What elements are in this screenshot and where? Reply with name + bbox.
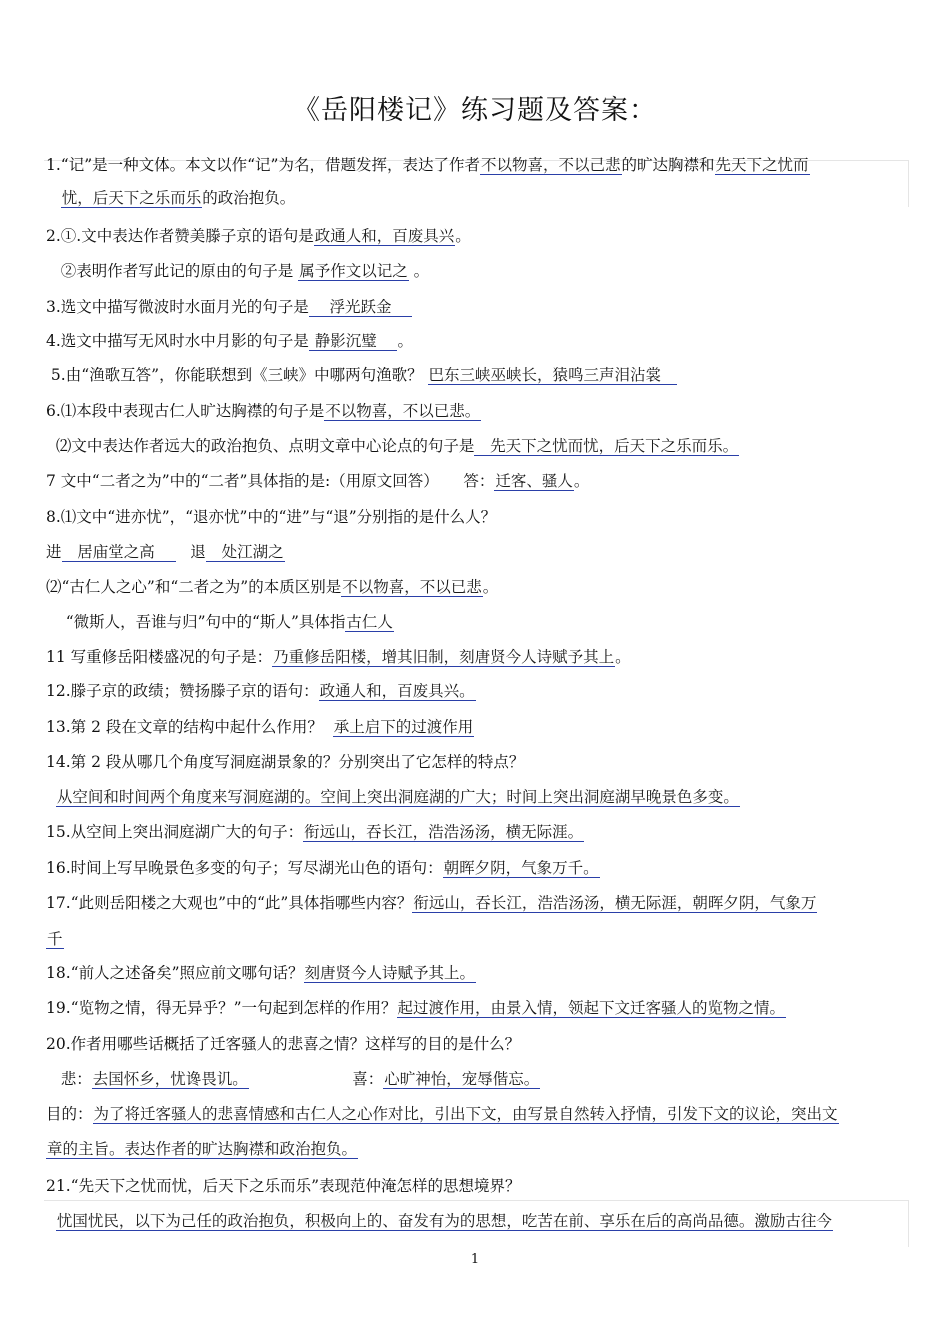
question-text: 12.滕子京的政绩；赞扬滕子京的语句： bbox=[46, 682, 319, 700]
question-line bbox=[46, 364, 906, 386]
answer-text: 千 bbox=[47, 930, 63, 948]
question-line bbox=[46, 892, 906, 914]
answer-text: 刻唐贤今人诗赋予其上。 bbox=[304, 964, 476, 982]
question-text: 17.“此则岳阳楼之大观也”中的“此”具体指哪些内容？ bbox=[46, 894, 413, 912]
answer-text: 起过渡作用，由景入情，领起下文迁客骚人的览物之情。 bbox=[397, 999, 786, 1017]
answer-text: 浮光跃金 bbox=[309, 298, 412, 316]
question-text: 7 文中“二者之为”中的“二者”具体指的是:（用原文回答） 答： bbox=[46, 472, 495, 490]
question-line bbox=[46, 821, 906, 843]
question-text: 6.⑴本段中表现古仁人旷达胸襟的句子是 bbox=[46, 402, 325, 420]
question-text: 。 bbox=[455, 227, 471, 245]
question-line bbox=[46, 1138, 906, 1160]
answer-text: 朝晖夕阴，气象万千。 bbox=[443, 859, 599, 877]
question-line bbox=[46, 260, 906, 282]
question-line bbox=[46, 1210, 906, 1232]
answer-text: 忧国忧民，以下为己任的政治抱负，积极向上的、奋发有为的思想，吃苦在前、享乐在后的高尚品德。激励古往今 bbox=[56, 1212, 832, 1230]
question-line bbox=[46, 1103, 906, 1125]
question-line bbox=[46, 997, 906, 1019]
question-line bbox=[46, 400, 906, 422]
answer-text: 忧，后天下之乐而乐 bbox=[61, 189, 202, 207]
question-line bbox=[46, 470, 906, 492]
question-text: 的旷达胸襟和 bbox=[621, 156, 715, 174]
question-text: 5.由“渔歌互答”，你能联想到《三峡》中哪两句渔歌？ bbox=[46, 366, 428, 384]
question-line bbox=[46, 1175, 906, 1197]
question-text: 。 bbox=[573, 472, 590, 490]
question-text: ⑵“古仁人之心”和“二者之为”的本质区别是 bbox=[46, 578, 342, 596]
question-line bbox=[46, 928, 906, 950]
question-text: 。 bbox=[482, 578, 499, 596]
answer-text: 迁客、骚人 bbox=[495, 472, 573, 490]
question-line bbox=[46, 576, 906, 598]
answer-text: 巴东三峡巫峡长，猿鸣三声泪沾裳 bbox=[428, 366, 676, 384]
question-line bbox=[46, 506, 906, 528]
answer-text: 属予作文以记之 bbox=[299, 262, 408, 280]
answer-text: 不以物喜，不以已悲 bbox=[342, 578, 482, 596]
answer-text: 静影沉璧 bbox=[309, 332, 397, 350]
question-text: 21.“先天下之忧而忧，后天下之乐而乐”表现范仲淹怎样的思想境界？ bbox=[46, 1177, 521, 1195]
answer-text: 心旷神怡，宠辱偕忘。 bbox=[384, 1070, 540, 1088]
question-text: 11 写重修岳阳楼盛况的句子是： bbox=[46, 648, 273, 666]
question-text: 1.“记”是一种文体。本文以作“记”为名，借题发挥，表达了作者 bbox=[46, 156, 480, 174]
question-text: 16.时间上写早晚景色多变的句子；写尽湖光山色的语句： bbox=[46, 859, 443, 877]
question-line bbox=[46, 541, 906, 563]
question-text: 目的： bbox=[46, 1105, 93, 1123]
answer-text: 先天下之忧而忧，后天下之乐而乐。 bbox=[475, 437, 739, 455]
question-line bbox=[46, 646, 906, 668]
question-text: 14.第 2 段从哪几个角度写洞庭湖景象的？分别突出了它怎样的特点？ bbox=[46, 753, 525, 771]
answer-text: 乃重修岳阳楼，增其旧制，刻唐贤今人诗赋予其上 bbox=[273, 648, 615, 666]
question-line bbox=[46, 680, 906, 702]
question-text: 退 bbox=[175, 543, 206, 561]
question-line bbox=[46, 154, 906, 176]
answer-text: 政通人和，百废具兴 bbox=[314, 227, 455, 245]
question-line bbox=[46, 962, 906, 984]
question-text: 。 bbox=[397, 332, 413, 350]
answer-text: 衔远山，吞长江，浩浩汤汤，横无际涯，朝晖夕阴，气象万 bbox=[413, 894, 817, 912]
answer-text: 处江湖之 bbox=[206, 543, 284, 561]
question-text: 18.“前人之述备矣”照应前文哪句话？ bbox=[46, 964, 304, 982]
question-text: 3.选文中描写微波时水面月光的句子是 bbox=[46, 298, 309, 316]
question-line bbox=[46, 296, 906, 318]
page-number: 1 bbox=[470, 1252, 480, 1267]
question-line bbox=[46, 786, 906, 808]
question-text: 20.作者用哪些话概括了迁客骚人的悲喜之情？这样写的目的是什么？ bbox=[46, 1035, 521, 1053]
question-text: “微斯人，吾谁与归”句中的“斯人”具体指 bbox=[46, 613, 346, 631]
answer-text: 不以物喜，不以己悲 bbox=[481, 156, 621, 174]
question-text: 15.从空间上突出洞庭湖广大的句子： bbox=[46, 823, 304, 841]
answer-text: 先天下之忧而 bbox=[715, 156, 809, 174]
question-text: 13.第 2 段在文章的结构中起什么作用？ bbox=[46, 718, 333, 736]
answer-text: 不以物喜，不以已悲。 bbox=[325, 402, 481, 420]
answer-text: 章的主旨。表达作者的旷达胸襟和政治抱负。 bbox=[47, 1140, 358, 1158]
page-title: 《岳阳楼记》练习题及答案： bbox=[293, 95, 657, 126]
question-line bbox=[46, 1033, 906, 1055]
question-text: 。 bbox=[408, 262, 430, 280]
question-text bbox=[46, 788, 56, 806]
question-line bbox=[46, 751, 906, 773]
question-text: 喜： bbox=[248, 1070, 384, 1088]
question-text: 悲： bbox=[46, 1070, 92, 1088]
question-text: 8.⑴文中“进亦忧”，“退亦忧”中的“进”与“退”分别指的是什么人？ bbox=[46, 508, 497, 526]
question-text: 2.①.文中表达作者赞美滕子京的语句是 bbox=[46, 227, 314, 245]
answer-text: 去国怀乡，忧谗畏讥。 bbox=[92, 1070, 248, 1088]
question-line bbox=[46, 435, 906, 457]
answer-text: 承上启下的过渡作用 bbox=[333, 718, 474, 736]
question-text: 。 bbox=[615, 648, 631, 666]
answer-text: 居庙堂之高 bbox=[62, 543, 175, 561]
answer-text: 为了将迁客骚人的悲喜情感和古仁人之心作对比，引出下文，由写景自然转入抒情，引发下文的议论，突出文 bbox=[93, 1105, 838, 1123]
question-line bbox=[46, 1068, 906, 1090]
question-line bbox=[46, 716, 906, 738]
question-line bbox=[46, 857, 906, 879]
answer-text: 政通人和，百废具兴。 bbox=[319, 682, 475, 700]
question-text: 的政治抱负。 bbox=[202, 189, 296, 207]
answer-text: 衔远山，吞长江，浩浩汤汤，横无际涯。 bbox=[304, 823, 584, 841]
question-line bbox=[46, 611, 906, 633]
question-line bbox=[46, 330, 906, 352]
question-text bbox=[46, 189, 61, 207]
question-text bbox=[46, 1212, 56, 1230]
question-line bbox=[46, 225, 906, 247]
question-line bbox=[46, 187, 906, 209]
question-text: 进 bbox=[46, 543, 62, 561]
question-text: 19.“览物之情，得无异乎？”一句起到怎样的作用？ bbox=[46, 999, 397, 1017]
question-text: 4.选文中描写无风时水中月影的句子是 bbox=[46, 332, 309, 350]
question-text: ⑵文中表达作者远大的政治抱负、点明文章中心论点的句子是 bbox=[46, 437, 475, 455]
question-text: ②表明作者写此记的原由的句子是 bbox=[46, 262, 299, 280]
answer-text: 从空间和时间两个角度来写洞庭湖的。空间上突出洞庭湖的广大；时间上突出洞庭湖早晚景色多变。 bbox=[56, 788, 739, 806]
answer-text: 古仁人 bbox=[346, 613, 393, 631]
